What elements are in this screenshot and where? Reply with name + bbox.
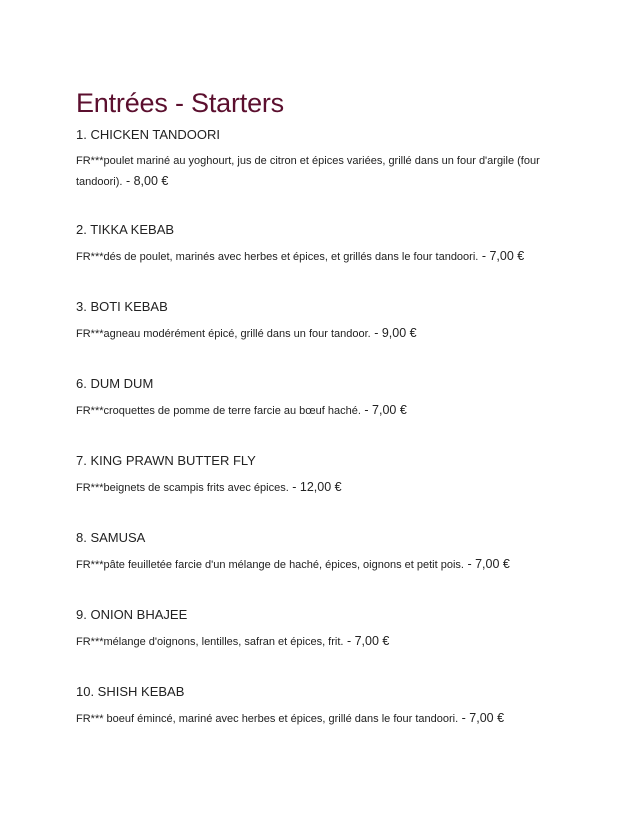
price-separator: - (122, 174, 134, 188)
menu-item-name: 8. SAMUSA (76, 530, 146, 545)
menu-item-description-line (76, 708, 564, 729)
price-separator: - (463, 557, 476, 571)
menu-item (76, 683, 564, 729)
menu-item-description: FR***pâte feuilletée farcie d'un mélange de haché, épices, oignons et petit pois. (76, 559, 464, 571)
menu-item-price: 12,00 € (299, 480, 342, 494)
menu-item-description-line (76, 400, 564, 421)
price-separator: - (478, 249, 490, 263)
menu-item (76, 529, 564, 575)
menu-item-description: FR***mélange d'oignons, lentilles, safran et épices, frit. (76, 636, 344, 648)
price-separator: - (370, 326, 382, 340)
menu-item-description-line (76, 151, 564, 192)
menu-item (76, 606, 564, 652)
menu-item-description: FR*** boeuf émincé, mariné avec herbes et épices, grillé dans le four tandoori. (76, 713, 459, 725)
menu-item-description-line (76, 631, 564, 652)
menu-item-description: FR***beignets de scampis frits avec épices. (76, 482, 289, 494)
menu-item-description-line (76, 323, 564, 344)
price-separator: - (360, 403, 373, 417)
menu-item-price: 8,00 € (133, 174, 169, 188)
price-separator: - (343, 634, 355, 648)
menu-item-price: 7,00 € (475, 557, 510, 571)
price-separator: - (458, 711, 470, 725)
menu-item (76, 126, 564, 192)
menu-item-description: FR***croquettes de pomme de terre farcie au bœuf haché. (76, 405, 361, 417)
menu-item-price: 7,00 € (469, 711, 505, 725)
menu-items (76, 126, 564, 729)
menu-item-price: 9,00 € (381, 326, 417, 340)
menu-item-name: 10. SHISH KEBAB (76, 684, 185, 699)
menu-item-name: 3. BOTI KEBAB (76, 299, 168, 314)
menu-item-name: 9. ONION BHAJEE (76, 607, 188, 622)
menu-item (76, 221, 564, 267)
menu-item-name: 1. CHICKEN TANDOORI (76, 127, 220, 142)
menu-item-name: 6. DUM DUM (76, 376, 154, 391)
menu-item (76, 375, 564, 421)
menu-item-description: FR***agneau modérément épicé, grillé dans un four tandoor. (76, 328, 371, 340)
menu-item-price: 7,00 € (489, 249, 525, 263)
menu-item-description-line (76, 477, 564, 498)
menu-item-price: 7,00 € (354, 634, 390, 648)
menu-item-description-line (76, 246, 564, 267)
menu-item-description: FR***dés de poulet, marinés avec herbes et épices, et grillés dans le four tandoori. (76, 251, 479, 263)
menu-item-description: FR***poulet mariné au yoghourt, jus de citron et épices variées, grillé dans un four d'argile (four tandoori). (76, 155, 540, 188)
page-title: Entrées - Starters (76, 88, 284, 118)
menu-item-name: 7. KING PRAWN BUTTER FLY (76, 453, 256, 468)
menu-item-price: 7,00 € (372, 403, 407, 417)
price-separator: - (288, 480, 300, 494)
menu-item (76, 298, 564, 344)
menu-item (76, 452, 564, 498)
menu-item-name: 2. TIKKA KEBAB (76, 222, 175, 237)
menu-item-description-line (76, 554, 564, 575)
